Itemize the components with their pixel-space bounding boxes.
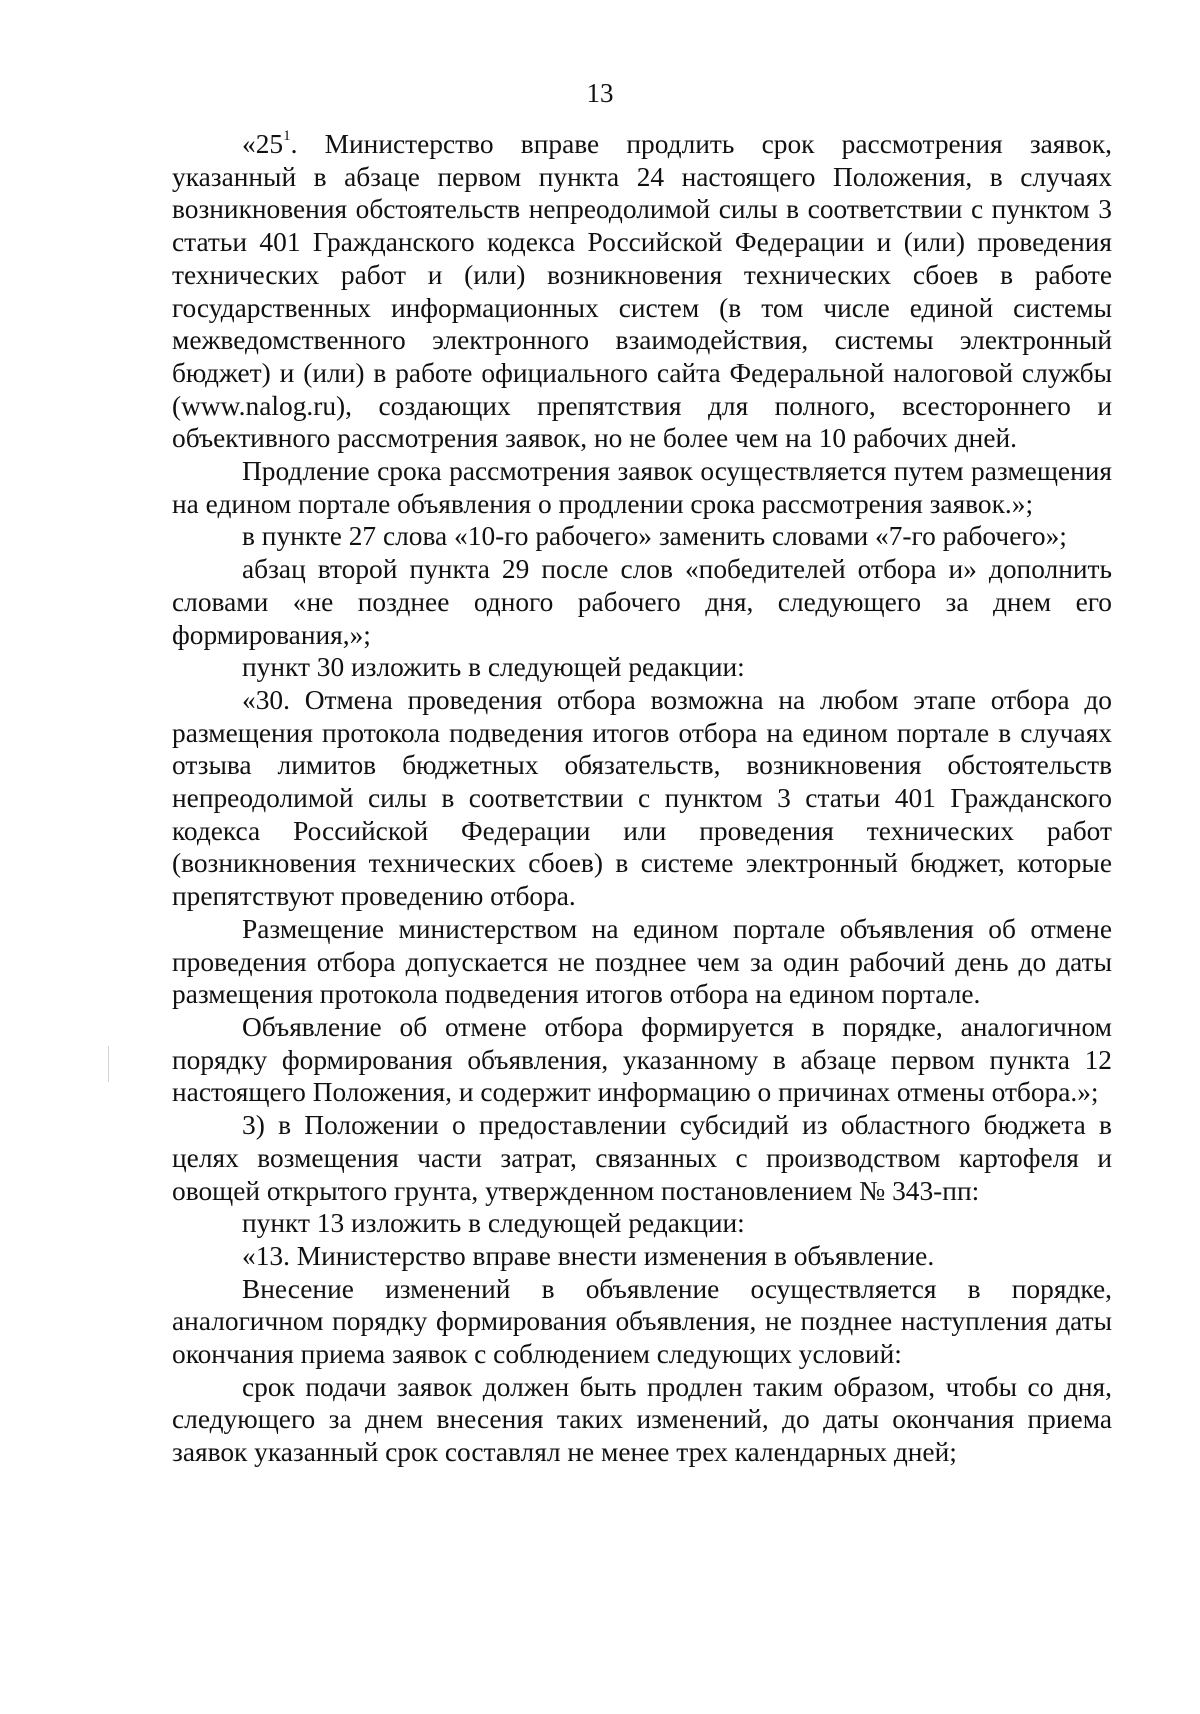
paragraph: в пункте 27 слова «10-го рабочего» заменить словами «7-го рабочего»;	[242, 521, 1067, 552]
paragraph: пункт 13 изложить в следующей редакции:	[242, 1208, 745, 1239]
paragraph: пункт 30 изложить в следующей редакции:	[242, 652, 745, 683]
document-body	[172, 128, 1112, 1469]
paragraph: 3) в Положении о предоставлении субсидий из областного бюджета в целях возмещения части затрат, связанных с производством картофеля и овощей открытого грунта, утвержденном постановлением № 343-пп:	[172, 1110, 1112, 1206]
paragraph-25-1	[172, 128, 1112, 455]
paragraph: срок подачи заявок должен быть продлен таким образом, чтобы со дня, следующего за днем внесения таких изменений, до даты окончания приема заявок указанный срок составлял не менее трех календарных дней;	[172, 1371, 1112, 1468]
page-number: 13	[586, 78, 614, 108]
superscript-1: 1	[283, 127, 291, 144]
paragraph: абзац второй пункта 29 после слов «победителей отбора и» дополнить словами «не позднее одного рабочего дня, следующего за днем его формирования,»;	[172, 554, 1112, 650]
paragraph: Объявление об отмене отбора формируется в порядке, аналогичном порядку формирования объявления, указанному в абзаце первом пункта 12 настоящего Положения, и содержит информацию о причинах отмены отбора.»;	[172, 1011, 1112, 1108]
paragraph: «13. Министерство вправе внести изменения в объявление.	[242, 1240, 935, 1271]
paragraph: Продление срока рассмотрения заявок осуществляется путем размещения на едином портале объявления о продлении срока рассмотрения заявок.»;	[172, 456, 1112, 519]
scan-margin-mark	[108, 1046, 109, 1082]
paragraph: Внесение изменений в объявление осуществляется в порядке, аналогичном порядку формирования объявления, не позднее наступления даты окончания приема заявок с соблюдением следующих условий:	[172, 1273, 1112, 1370]
paragraph: Размещение министерством на едином портале объявления об отмене проведения отбора допускается не позднее чем за один рабочий день до даты размещения протокола подведения итогов отбора на едином портале.	[172, 913, 1112, 1010]
paragraph-25-1-open: «25	[242, 129, 284, 159]
paragraph: «30. Отмена проведения отбора возможна на любом этапе отбора до размещения протокола подведения итогов отбора на едином портале в случаях отзыва лимитов бюджетных обязательств, возникновения обстоятельств непреодолимой силы в соответствии с пунктом 3 статьи 401 Гражданского кодекса Российской Федерации или проведения технических работ (возникновения технических сбоев) в системе электронный бюджет, которые препятствуют проведению отбора.	[172, 684, 1112, 912]
paragraph-25-1-text: . Министерство вправе продлить срок рассмотрения заявок, указанный в абзаце первом пункта 24 настоящего Положения, в случаях возникновения обстоятельств непреодолимой силы в соответствии с пунктом 3 статьи 401 Гражданского кодекса Российской Федерации и (или) проведения технических работ и (или) возникновения технических сбоев в работе государственных информационных систем (в том числе единой системы межведомственного электронного взаимодействия, системы электронный бюджет) и (или) в работе официального сайта Федеральной налоговой службы (www.nalog.ru), создающих препятствия для полного, всестороннего и объективного рассмотрения заявок, но не более чем на 10 рабочих дней.	[172, 129, 1112, 454]
